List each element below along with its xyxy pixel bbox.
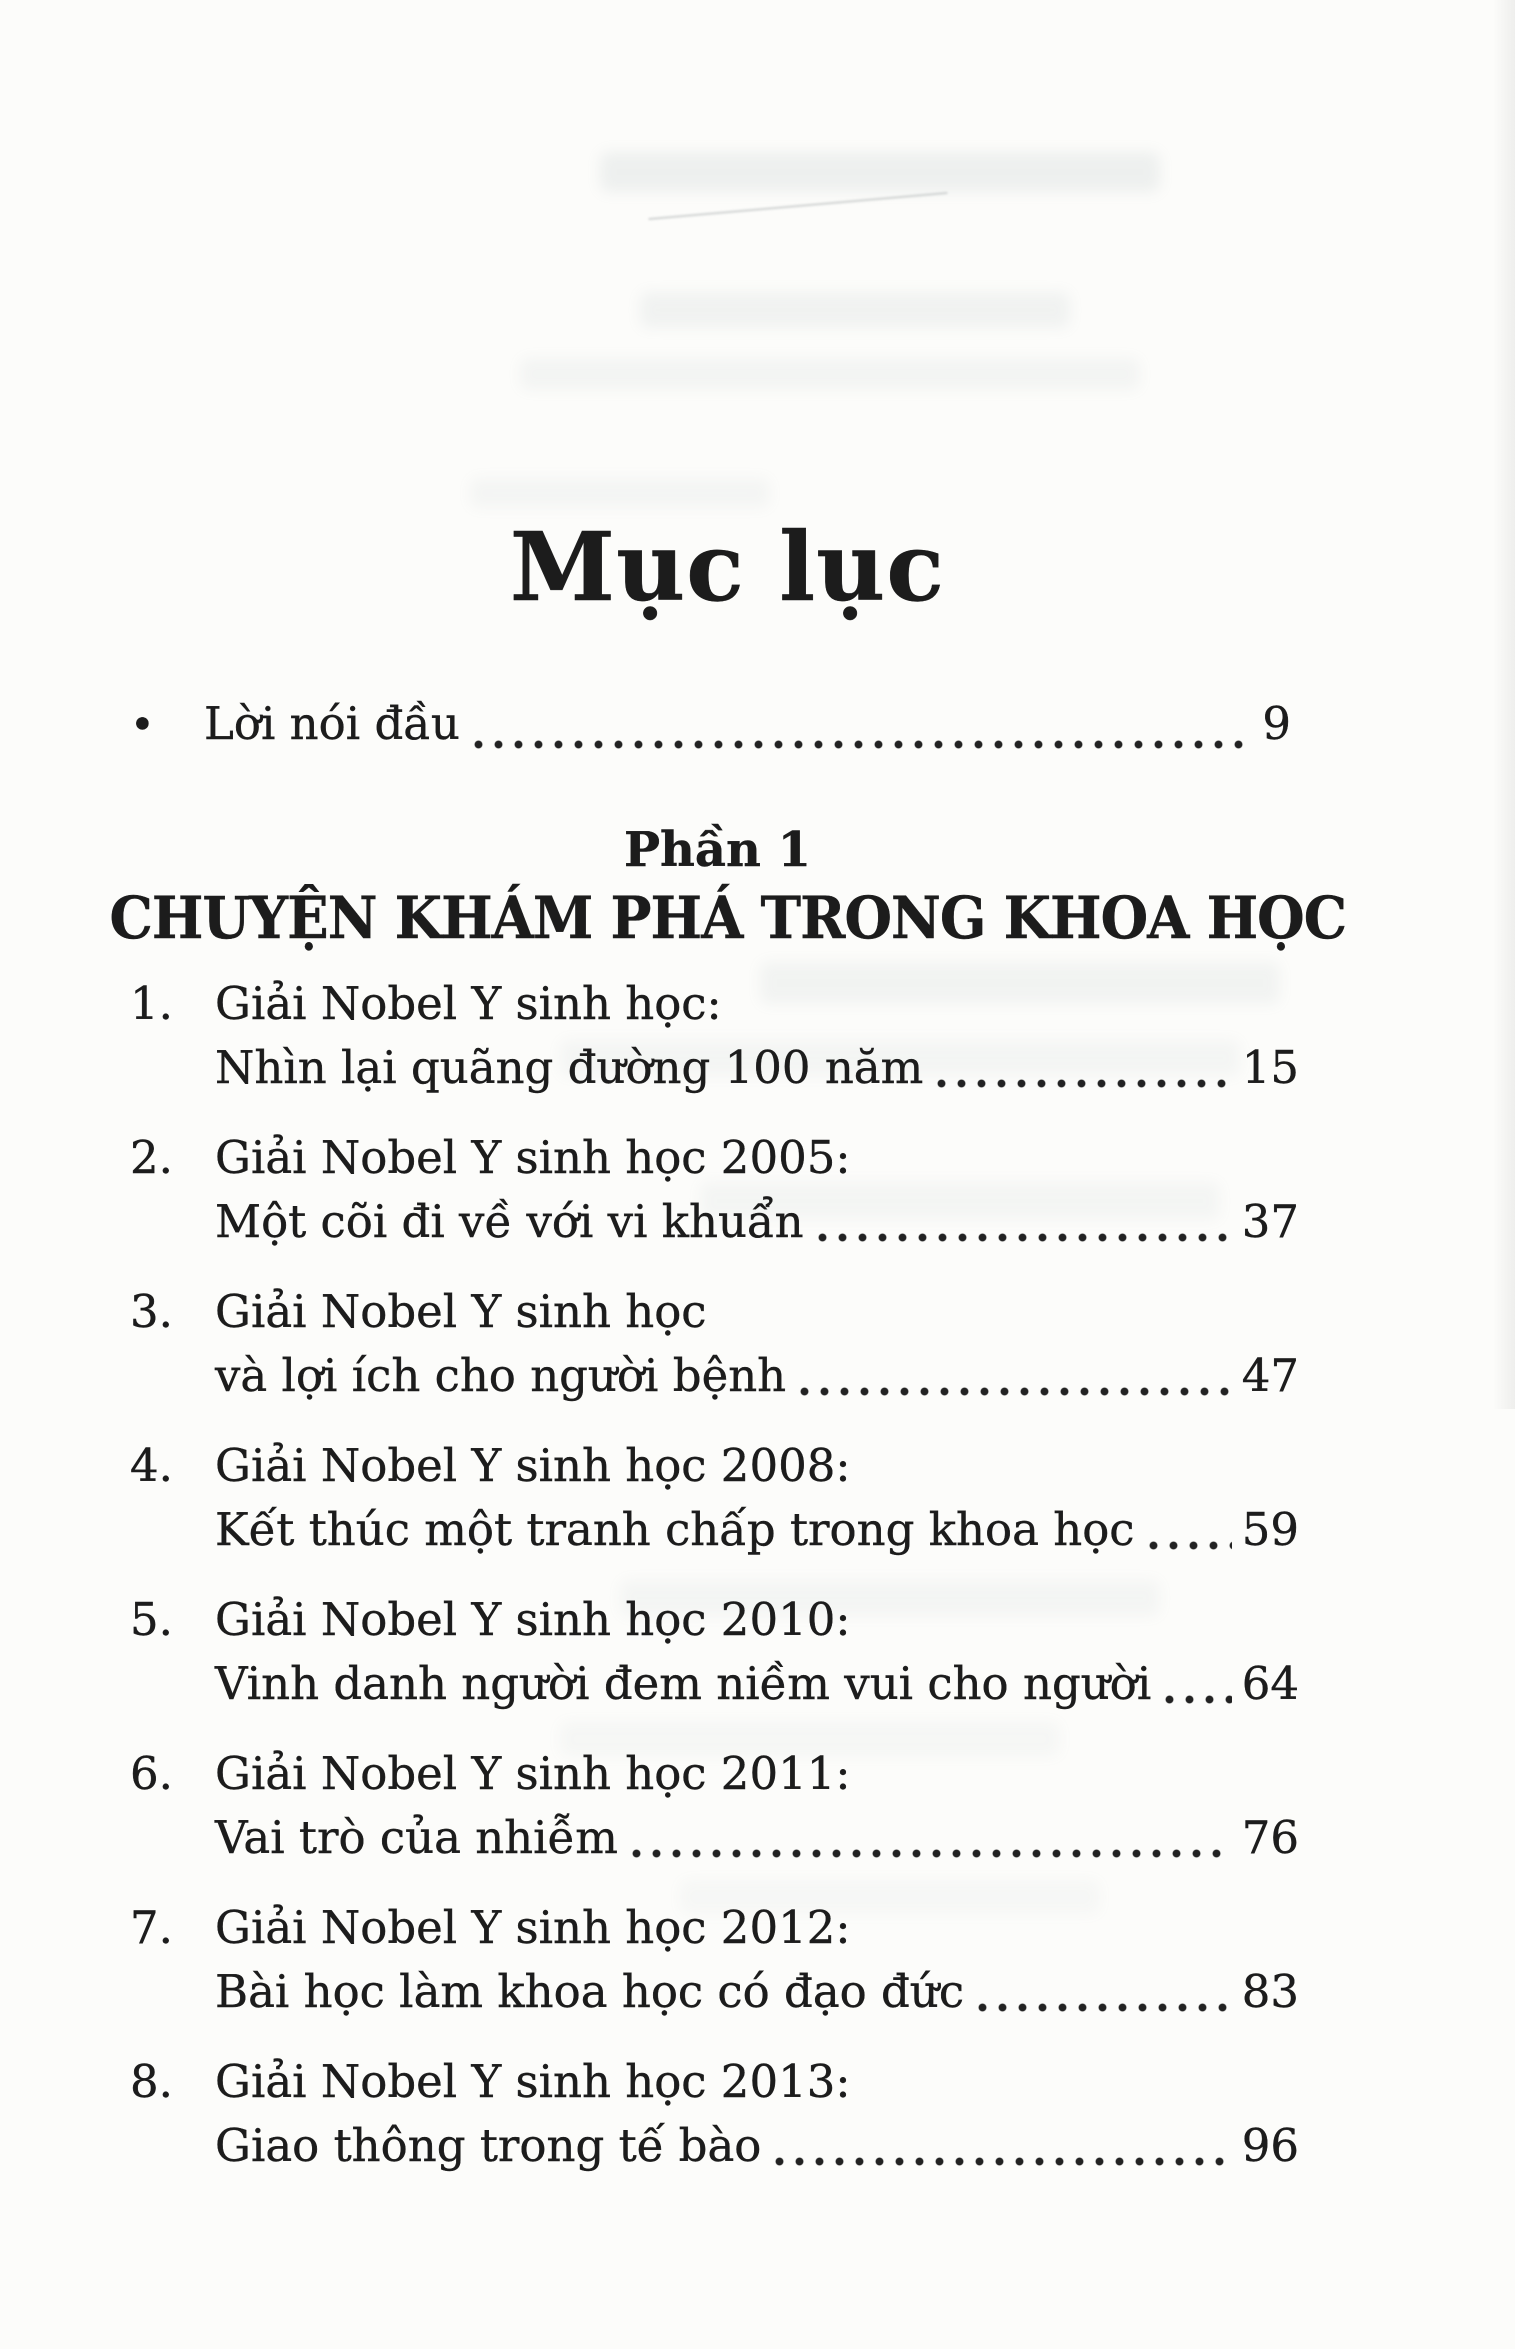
entry-page-number: 64	[1241, 1657, 1299, 1710]
entry-title-line2: Bài học làm khoa học có đạo đức	[215, 1965, 965, 2018]
toc-entry	[130, 1434, 1299, 1562]
scan-artifact	[470, 478, 770, 508]
entry-number: 6.	[130, 1747, 173, 1800]
preface-page-number: 9	[1262, 697, 1291, 750]
bullet-icon: •	[130, 700, 155, 749]
entry-title-line1: Giải Nobel Y sinh học 2010:	[215, 1593, 851, 1646]
entry-title-line1: Giải Nobel Y sinh học:	[215, 977, 722, 1030]
entry-title-line1: Giải Nobel Y sinh học 2013:	[215, 2055, 851, 2108]
entry-number: 1.	[130, 977, 173, 1030]
entry-page-number: 59	[1241, 1503, 1299, 1556]
dot-leader	[775, 2157, 1231, 2166]
scan-artifact	[600, 152, 1160, 192]
entry-title-line2: Vinh danh người đem niềm vui cho người	[215, 1657, 1152, 1710]
page-title: Mục lục	[509, 511, 946, 623]
entry-page-number: 47	[1241, 1349, 1299, 1402]
entry-title-line1: Giải Nobel Y sinh học	[215, 1285, 707, 1338]
entry-page-number: 76	[1241, 1811, 1299, 1864]
entry-number: 3.	[130, 1285, 173, 1338]
entry-title-line1: Giải Nobel Y sinh học 2011:	[215, 1747, 851, 1800]
entry-title-line2: Giao thông trong tế bào	[215, 2119, 762, 2172]
entry-title-line2: Nhìn lại quãng đường 100 năm	[215, 1041, 924, 1094]
dot-leader	[1165, 1695, 1232, 1704]
entry-number: 4.	[130, 1439, 173, 1492]
scan-artifact	[640, 292, 1070, 328]
entry-page-number: 96	[1241, 2119, 1299, 2172]
dot-leader	[978, 2003, 1232, 2012]
toc-entry	[130, 1742, 1299, 1870]
entry-title-line2: và lợi ích cho người bệnh	[215, 1349, 787, 1402]
entry-title-line2: Kết thúc một tranh chấp trong khoa học	[215, 1503, 1135, 1556]
part-heading-text: CHUYỆN KHÁM PHÁ TRONG KHOA HỌC	[109, 884, 1346, 952]
entry-title-line1: Giải Nobel Y sinh học 2012:	[215, 1901, 851, 1954]
toc-entry	[130, 1126, 1299, 1254]
toc-entry	[130, 1280, 1299, 1408]
part-label: Phần 1	[623, 822, 812, 878]
entry-title-line1: Giải Nobel Y sinh học 2005:	[215, 1131, 851, 1184]
toc-entry	[130, 1896, 1299, 2024]
entry-page-number: 37	[1241, 1195, 1299, 1248]
preface-label: Lời nói đầu	[204, 697, 460, 750]
toc-entry	[130, 2050, 1299, 2178]
toc-entries	[130, 972, 1299, 2204]
scan-artifact	[520, 358, 1140, 390]
toc-entry	[130, 1588, 1299, 1716]
toc-preface-row	[130, 688, 1291, 761]
toc-entry	[130, 972, 1299, 1100]
entry-number: 7.	[130, 1901, 173, 1954]
dot-leader	[937, 1079, 1231, 1088]
dot-leader	[474, 740, 1253, 749]
entry-page-number: 83	[1241, 1965, 1299, 2018]
entry-number: 2.	[130, 1131, 173, 1184]
entry-number: 5.	[130, 1593, 173, 1646]
dot-leader	[1149, 1541, 1232, 1550]
entry-page-number: 15	[1241, 1041, 1299, 1094]
entry-title-line2: Một cõi đi về với vi khuẩn	[215, 1195, 804, 1248]
part-heading	[0, 884, 1455, 952]
entry-number: 8.	[130, 2055, 173, 2108]
entry-title-line2: Vai trò của nhiễm	[215, 1811, 618, 1864]
entry-title-line1: Giải Nobel Y sinh học 2008:	[215, 1439, 851, 1492]
dot-leader	[632, 1849, 1232, 1858]
page-crease	[648, 192, 947, 220]
dot-leader	[818, 1233, 1232, 1242]
dot-leader	[800, 1387, 1232, 1396]
